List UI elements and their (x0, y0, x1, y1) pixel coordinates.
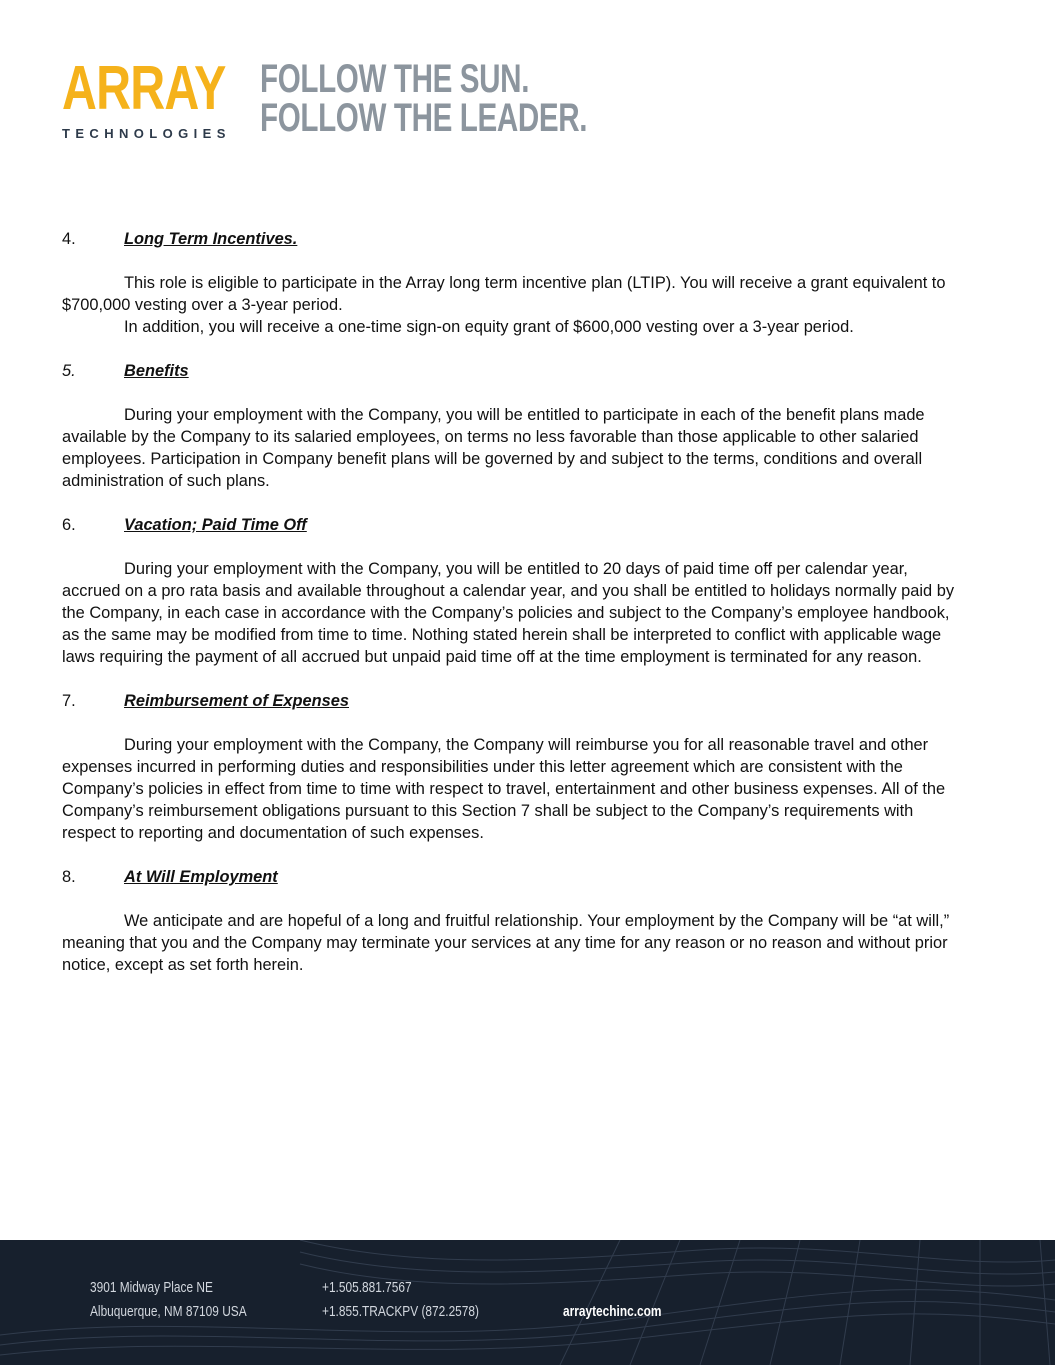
section-number: 8. (62, 868, 76, 886)
footer-website-link[interactable]: arraytechinc.com (563, 1304, 662, 1320)
paragraph: We anticipate and are hopeful of a long and fruitful relationship. Your employment by the Company will be “at will,” meaning that you and the Company may terminate your services at any time for any reason or no reason and without prior notice, except as set forth herein. (62, 912, 950, 974)
section-title: Vacation; Paid Time Off (124, 516, 307, 534)
footer (0, 1240, 1055, 1365)
paragraph: During your employment with the Company, the Company will reimburse you for all reasonable travel and other expenses incurred in performing duties and responsibilities under this letter agreement which are consistent with the Company’s policies in effect from time to time with respect to travel, entertainment and other business expenses. All of the Company’s reimbursement obligations pursuant to this Section 7 shall be subject to the Company’s requirements with respect to reporting and documentation of such expenses. (62, 736, 946, 842)
letter-body (62, 228, 962, 976)
section-heading (62, 866, 962, 888)
tagline-line-2: FOLLOW THE LEADER. (260, 96, 588, 140)
section-number: 7. (62, 692, 76, 710)
footer-address-line-2: Albuquerque, NM 87109 USA (90, 1304, 247, 1320)
paragraph: This role is eligible to participate in the Array long term incentive plan (LTIP). You will receive a grant equivalent to $700,000 vesting over a 3-year period. (62, 274, 946, 314)
paragraph: During your employment with the Company, you will be entitled to 20 days of paid time off per calendar year, accrued on a pro rata basis and available throughout a calendar year, and you shall be entitled to holidays normally paid by the Company, in each case in accordance with the Company’s policies and subject to the Company’s employee handbook, as the same may be modified from time to time. Nothing stated herein shall be interpreted to conflict with applicable wage laws requiring the payment of all accrued but unpaid paid time off at the time employment is terminated for any reason. (62, 560, 955, 666)
tagline-line-1: FOLLOW THE SUN. (260, 57, 530, 101)
tagline (260, 57, 588, 140)
paragraph: In addition, you will receive a one-time sign-on equity grant of $600,000 vesting over a 3-year period. (124, 318, 854, 336)
footer-phone-1: +1.505.881.7567 (322, 1280, 412, 1296)
section-heading (62, 514, 962, 536)
company-logo: ARRAY (62, 54, 226, 123)
section-heading (62, 228, 962, 250)
section-title: Benefits (124, 362, 189, 380)
section-number: 6. (62, 516, 76, 534)
section-title: At Will Employment (124, 868, 278, 886)
footer-phone-2: +1.855.TRACKPV (872.2578) (322, 1304, 479, 1320)
company-logo-subtitle: TECHNOLOGIES (62, 126, 231, 141)
section-title: Reimbursement of Expenses (124, 692, 349, 710)
footer-address-line-1: 3901 Midway Place NE (90, 1280, 213, 1296)
letterhead (62, 54, 762, 148)
paragraph: During your employment with the Company, you will be entitled to participate in each of the benefit plans made available by the Company to its salaried employees, on terms no less favorable than those applicable to other salaried employees. Participation in Company benefit plans will be governed by and subject to the terms, conditions and overall administration of such plans. (62, 406, 925, 490)
section-heading (62, 690, 962, 712)
footer-wave-pattern (0, 1240, 1055, 1365)
section-heading (62, 360, 962, 382)
section-number: 5. (62, 362, 76, 380)
section-number: 4. (62, 230, 76, 248)
section-title: Long Term Incentives. (124, 230, 298, 248)
